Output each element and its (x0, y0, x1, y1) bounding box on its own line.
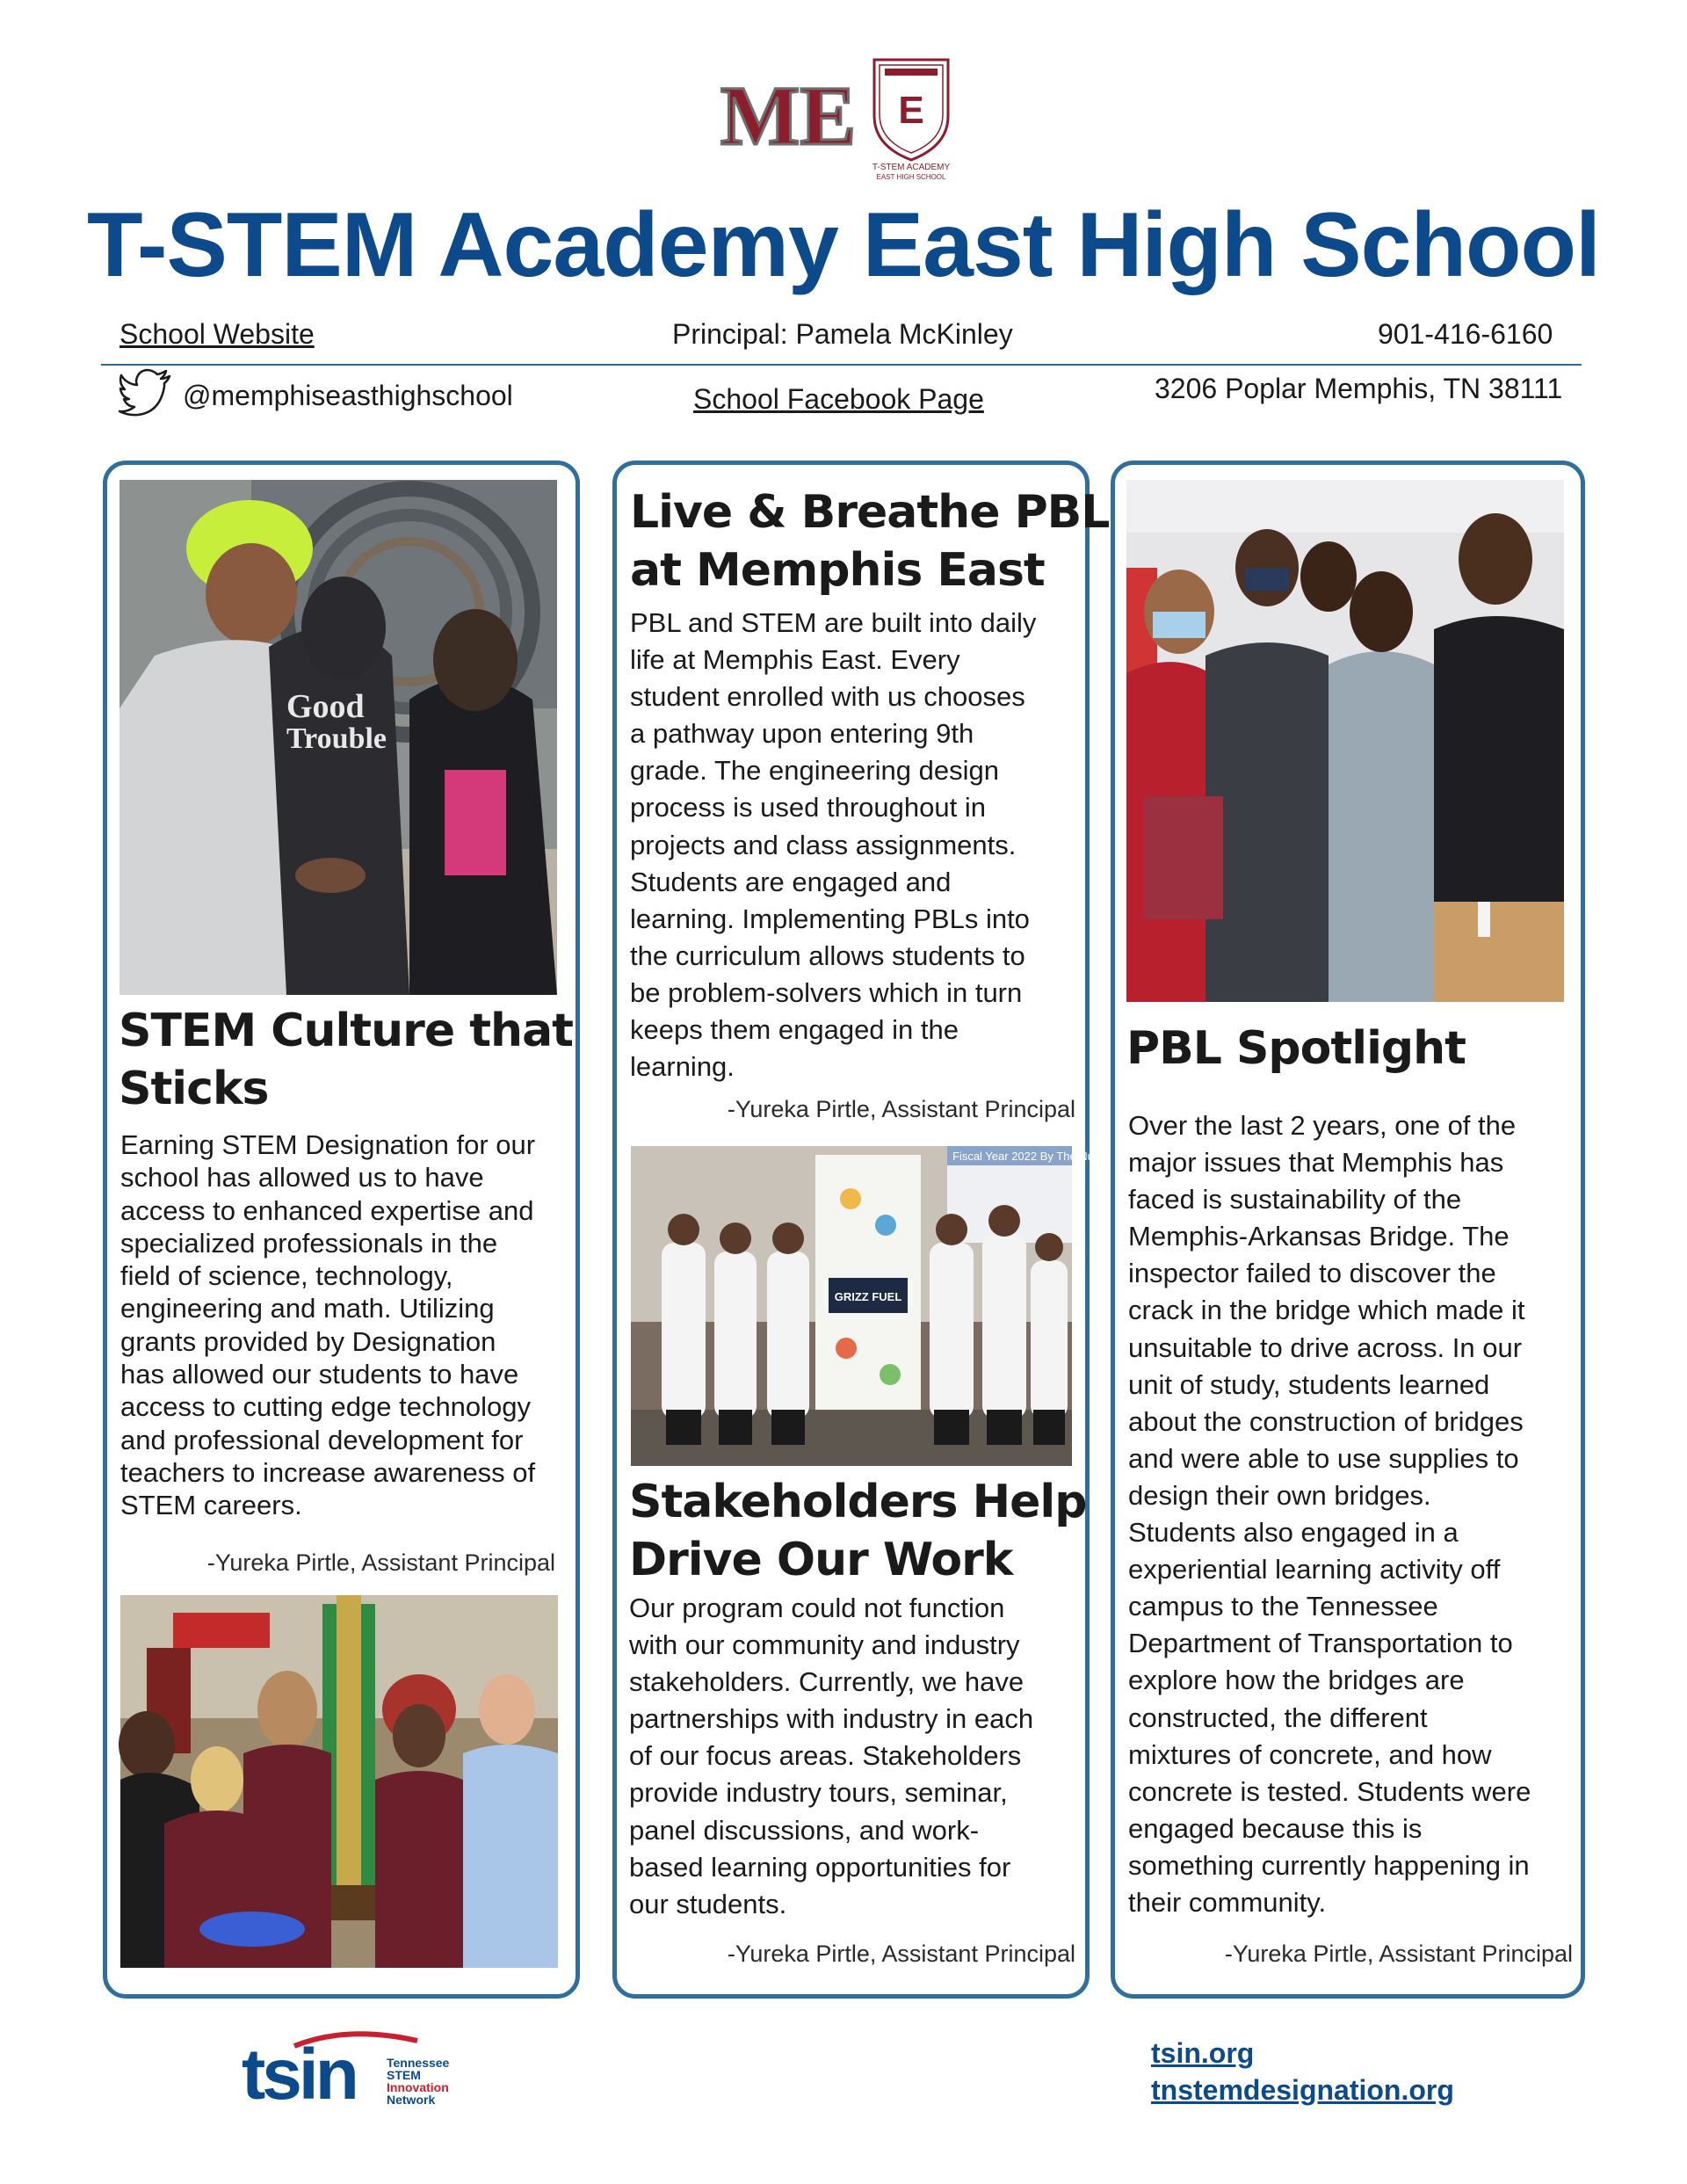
panel2-heading2-line1: Stakeholders Help (629, 1476, 1087, 1528)
panel2-heading2 (629, 1473, 1086, 1589)
photo-trophy-team (120, 1595, 558, 1968)
panel3-body-line: faced is sustainability of the (1128, 1184, 1462, 1215)
panel1-body-line: field of science, technology, (120, 1260, 453, 1292)
panel2-body1 (630, 605, 1087, 1085)
tsin-logo-text: tsin (242, 2035, 356, 2115)
panel3-body-line: something currently happening in (1128, 1849, 1530, 1881)
panel2-heading1 (630, 483, 1109, 599)
shield-letter: E (898, 89, 924, 132)
shield-caption-2: EAST HIGH SCHOOL (876, 173, 946, 181)
panel1-heading (119, 1002, 573, 1118)
twitter-handle[interactable]: @memphiseasthighschool (183, 380, 513, 411)
panel1-heading-line2: Sticks (119, 1063, 269, 1115)
panel2-body2-line: Our program could not function (629, 1593, 1005, 1623)
panel1-body (120, 1128, 568, 1522)
panel2-body1-line: process is used throughout in (630, 792, 986, 824)
tsin-line-2: STEM (387, 2068, 421, 2082)
panel3-body-line: Department of Transportation to (1128, 1628, 1513, 1659)
panel3-body-line: unit of study, students learned (1128, 1368, 1490, 1400)
panel3-body (1128, 1107, 1585, 1921)
panel1-body-line: engineering and math. Utilizing (120, 1293, 495, 1324)
panel2-body1-line: grade. The engineering design (630, 755, 999, 787)
panel1-body-line: STEM careers. (120, 1490, 302, 1521)
panel3-body-line: inspector failed to discover the (1128, 1258, 1496, 1289)
panel2-credit2: -Yureka Pirtle, Assistant Principal (727, 1941, 1075, 1967)
panel3-body-line: constructed, the different (1128, 1701, 1428, 1733)
me-logo (720, 67, 857, 163)
panel3-body-line: unsuitable to drive across. In our (1128, 1331, 1523, 1363)
panel2-body1-line: life at Memphis East. Every (630, 644, 960, 676)
panel3-body-line: concrete is tested. Students were (1128, 1775, 1531, 1807)
panel2-body1-line: learning. Implementing PBLs into (630, 903, 1030, 934)
tsin-line-4: Network (387, 2093, 436, 2107)
panel2-body2-line: our students. (629, 1888, 787, 1919)
panel2-heading2-line2: Drive Our Work (629, 1534, 1013, 1586)
principal-name: Principal: Pamela McKinley (672, 318, 1013, 350)
panel2-body2-line: with our community and industry (629, 1629, 1020, 1661)
panel3-body-line: and were able to use supplies to (1128, 1442, 1519, 1474)
school-website-link[interactable]: School Website (119, 318, 315, 350)
panel2-body2-line: provide industry tours, seminar, (629, 1777, 1008, 1809)
panel1-body-line: Earning STEM Designation for our (120, 1129, 536, 1160)
header-divider (101, 364, 1582, 366)
panel1-body-line: and professional development for (120, 1424, 524, 1455)
panel1-body-line: access to cutting edge technology (120, 1391, 532, 1423)
panel2-body2-line: stakeholders. Currently, we have (629, 1666, 1025, 1698)
panel2-body1-line: keeps them engaged in the (630, 1014, 959, 1046)
panel3-body-line: Over the last 2 years, one of the (1128, 1110, 1517, 1141)
panel2-body2-line: panel discussions, and work- (629, 1814, 980, 1846)
photo-sign-text: GRIZZ FUEL (834, 1290, 902, 1303)
panel2-body1-line: the curriculum allows students to (630, 940, 1025, 971)
panel1-body-line: school has allowed us to have (120, 1162, 484, 1194)
panel2-body1-line: be problem-solvers which in turn (630, 976, 1023, 1008)
panel3-body-line: major issues that Memphis has (1128, 1147, 1504, 1179)
panel2-body2-line: partnerships with industry in each (629, 1703, 1034, 1735)
panel3-body-line: crack in the bridge which made it (1128, 1295, 1525, 1326)
tnstemdesignation-link[interactable]: tnstemdesignation.org (1151, 2074, 1454, 2106)
page-title: T-STEM Academy East High School (87, 194, 1600, 296)
panel2-credit1: -Yureka Pirtle, Assistant Principal (727, 1096, 1075, 1122)
panel3-body-line: experiential learning activity off (1128, 1554, 1501, 1585)
shield-logo (865, 54, 957, 181)
photo-bridge-project-students (1126, 480, 1564, 1002)
panel3-body-line: mixtures of concrete, and how (1128, 1738, 1492, 1770)
panel2-body1-line: learning. (630, 1051, 735, 1083)
panel3-credit: -Yureka Pirtle, Assistant Principal (1224, 1941, 1573, 1967)
svg-text:Good: Good (286, 688, 365, 725)
me-logo-text: ME (720, 69, 857, 163)
panel3-heading: PBL Spotlight (1126, 1022, 1466, 1075)
panel3-body-line: engaged because this is (1128, 1812, 1423, 1844)
panel2-body1-line: a pathway upon entering 9th (630, 718, 974, 750)
panel1-heading-line1: STEM Culture that (119, 1005, 574, 1057)
photo-grizz-fuel-students (631, 1146, 1094, 1466)
panel3-body-line: their community. (1128, 1886, 1327, 1918)
panel2-body1-line: student enrolled with us chooses (630, 681, 1025, 713)
panel3-body-line: about the construction of bridges (1128, 1405, 1524, 1437)
panel1-body-line: specialized professionals in the (120, 1227, 498, 1259)
phone-number: 901-416-6160 (1378, 318, 1553, 350)
tsin-link[interactable]: tsin.org (1151, 2037, 1255, 2069)
tsin-logo (242, 2030, 453, 2115)
photo-banner-text: Fiscal Year 2022 By The Nu (952, 1150, 1094, 1163)
photo-mentor-students (119, 480, 557, 995)
panel1-body-line: teachers to increase awareness of (120, 1456, 536, 1488)
svg-text:Trouble: Trouble (286, 722, 387, 755)
panel2-body2-line: of our focus areas. Stakeholders (629, 1740, 1022, 1772)
panel2-body2-line: based learning opportunities for (629, 1851, 1011, 1883)
panel2-heading1-line2: at Memphis East (630, 544, 1045, 597)
panel3-body-line: campus to the Tennessee (1128, 1591, 1438, 1622)
panel1-body-line: grants provided by Designation (120, 1325, 496, 1357)
panel2-body2 (629, 1590, 1086, 1923)
panel2-heading1-line1: Live & Breathe PBL (630, 486, 1110, 539)
facebook-link[interactable]: School Facebook Page (693, 383, 984, 415)
school-address: 3206 Poplar Memphis, TN 38111 (1155, 373, 1563, 404)
shield-caption-1: T-STEM ACADEMY (872, 163, 951, 172)
panel2-body1-line: PBL and STEM are built into daily (630, 607, 1037, 638)
panel1-body-line: access to enhanced expertise and (120, 1194, 534, 1226)
panel3-body-line: design their own bridges. (1128, 1479, 1431, 1511)
panel3-body-line: Memphis-Arkansas Bridge. The (1128, 1221, 1510, 1252)
panel3-body-line: Students also engaged in a (1128, 1517, 1459, 1549)
tsin-line-1: Tennessee (387, 2056, 450, 2070)
panel2-body1-line: projects and class assignments. (630, 829, 1017, 860)
panel3-body-line: explore how the bridges are (1128, 1665, 1465, 1696)
panel2-body1-line: Students are engaged and (630, 866, 952, 897)
tsin-line-3: Innovation (387, 2080, 449, 2094)
panel1-body-line: has allowed our students to have (120, 1359, 519, 1390)
panel1-credit: -Yureka Pirtle, Assistant Principal (206, 1549, 555, 1576)
twitter-icon (119, 369, 173, 415)
